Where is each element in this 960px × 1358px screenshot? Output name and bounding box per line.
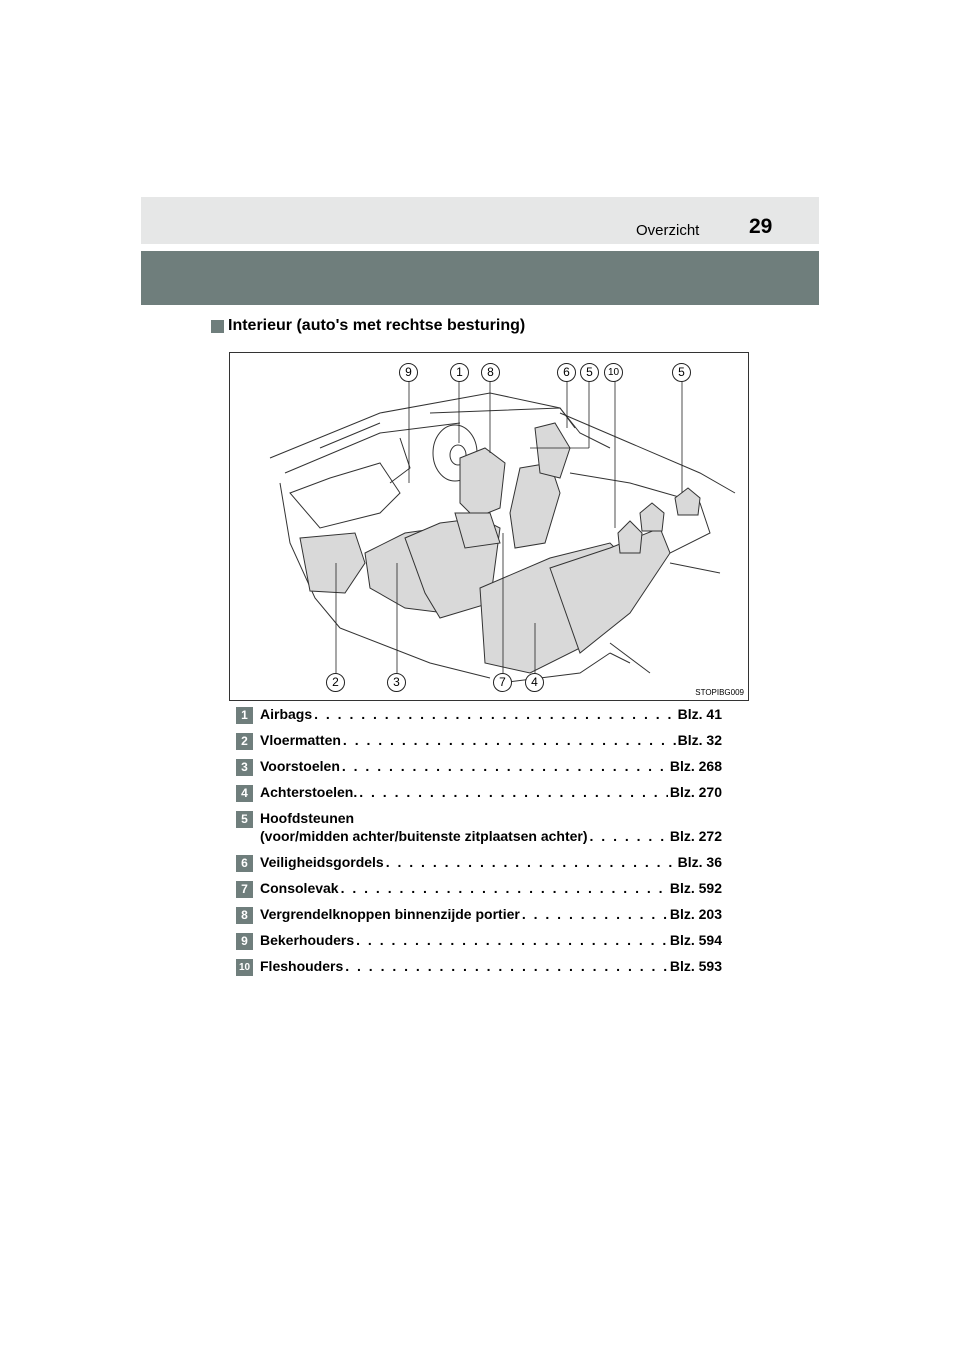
item-page-ref[interactable]: Blz. 592 xyxy=(669,880,722,896)
section-bar xyxy=(141,251,819,305)
interior-figure xyxy=(229,352,749,701)
item-number: 8 xyxy=(236,907,253,924)
item-page-ref[interactable]: Blz. 270 xyxy=(669,784,722,800)
heading-square-icon xyxy=(211,320,224,333)
item-label: Bekerhouders xyxy=(260,932,355,948)
item-number: 4 xyxy=(236,785,253,802)
callout-9: 9 xyxy=(399,363,418,382)
item-page-ref[interactable]: Blz. 272 xyxy=(669,828,722,844)
item-page-ref[interactable]: Blz. 36 xyxy=(677,854,722,870)
callout-4: 4 xyxy=(525,673,544,692)
callout-8: 8 xyxy=(481,363,500,382)
car-interior-illustration xyxy=(230,353,750,702)
callout-10: 10 xyxy=(604,363,623,382)
item-label: Achterstoelen. xyxy=(260,784,358,800)
item-label: (voor/midden achter/buitenste zitplaatsen achter) xyxy=(260,828,588,844)
item-label: Airbags xyxy=(260,706,313,722)
figure-code: STOPIBG009 xyxy=(695,688,744,697)
item-page-ref[interactable]: Blz. 594 xyxy=(669,932,722,948)
list-item xyxy=(236,781,722,807)
callout-5b: 5 xyxy=(672,363,691,382)
item-number: 3 xyxy=(236,759,253,776)
item-number: 7 xyxy=(236,881,253,898)
list-item xyxy=(236,729,722,755)
item-page-ref[interactable]: Blz. 203 xyxy=(669,906,722,922)
list-item xyxy=(236,903,722,929)
list-item xyxy=(236,755,722,781)
item-label: Fleshouders xyxy=(260,958,344,974)
callout-1: 1 xyxy=(450,363,469,382)
callout-2: 2 xyxy=(326,673,345,692)
item-label: Vloermatten xyxy=(260,732,341,748)
list-item xyxy=(236,955,722,981)
item-label: Veiligheidsgordels xyxy=(260,854,384,870)
list-item xyxy=(236,929,722,955)
item-label: Voorstoelen xyxy=(260,758,340,774)
header-band xyxy=(141,197,819,244)
list-item xyxy=(236,807,722,851)
item-number: 9 xyxy=(236,933,253,950)
item-page-ref[interactable]: Blz. 32 xyxy=(677,732,722,748)
callout-5: 5 xyxy=(580,363,599,382)
item-page-ref[interactable]: Blz. 41 xyxy=(677,706,722,722)
legend-list xyxy=(236,703,722,981)
callout-3: 3 xyxy=(387,673,406,692)
header-title: Overzicht xyxy=(636,222,700,239)
callout-7: 7 xyxy=(493,673,512,692)
item-number: 5 xyxy=(236,811,253,828)
item-number: 2 xyxy=(236,733,253,750)
item-number: 6 xyxy=(236,855,253,872)
list-item xyxy=(236,877,722,903)
item-number: 10 xyxy=(236,959,253,976)
section-heading-text: Interieur (auto's met rechtse besturing) xyxy=(228,317,526,334)
page-number: 29 xyxy=(749,215,773,238)
list-item xyxy=(236,851,722,877)
item-label-line1: Hoofdsteunen xyxy=(260,810,355,826)
list-item xyxy=(236,703,722,729)
callout-6: 6 xyxy=(557,363,576,382)
item-page-ref[interactable]: Blz. 268 xyxy=(669,758,722,774)
item-label: Consolevak xyxy=(260,880,339,896)
section-heading xyxy=(211,317,525,335)
item-number: 1 xyxy=(236,707,253,724)
item-label: Vergrendelknoppen binnenzijde portier xyxy=(260,906,520,922)
item-page-ref[interactable]: Blz. 593 xyxy=(669,958,722,974)
